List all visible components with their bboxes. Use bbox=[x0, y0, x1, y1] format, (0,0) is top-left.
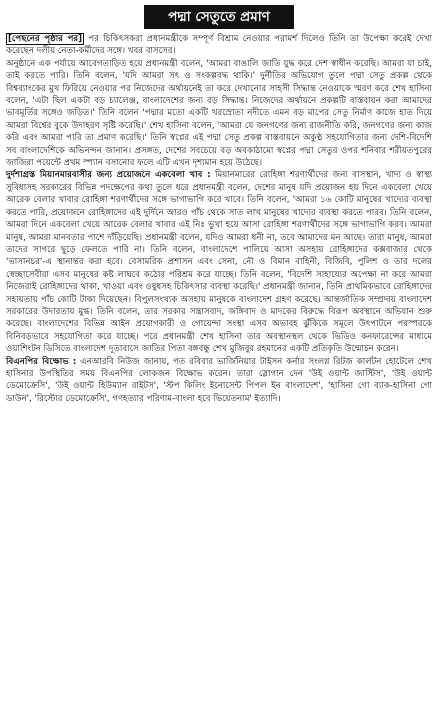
article-body bbox=[6, 33, 432, 405]
subheading: বিএনপির বিক্ষোভ : bbox=[6, 356, 77, 367]
subheading: দুর্দশাগ্রস্ত মিয়ানমারবাসীর জন্য প্রয়োজনে একবেলা খাব : bbox=[6, 170, 211, 181]
article-paragraph bbox=[6, 33, 432, 58]
headline: পদ্মা সেতুতে প্রমাণ bbox=[144, 5, 294, 29]
paragraph-text: এনআরবি নিউজ জানায়, গত রবিবার ভার্জিনিয়ার টাইসন কর্নার সংলগ্ন রিটজ কার্লটন হোটেলে শেখ হাসিনার উপস্থিতির সময় বিএনপির লোকজন বিক্ষোভ করেন। তারা স্লোগান দেন 'উই ওয়ান্ট জাস্টিস', 'উই ওয়ান্ট ডেমোক্রেসি', 'উই ওয়ান্ট হিউম্যান রাইটস', 'স্টপ কিলিং ইনোসেন্ট পিপল ইন বাংলাদেশ', 'হাসিনা গো ব্যাক-হাসিনা গো ডাউন', 'রিস্টোর ডেমোক্রেসি', গণহত্যার পরিণাম-বাংলা হবে ভিয়েতনাম' ইত্যাদি। bbox=[6, 356, 432, 404]
paragraph-text: পর চিকিৎসকরা প্রধানমন্ত্রীকে সম্পূর্ণ বিশ্রাম নেওয়ার পরামর্শ দিলেও তিনি তা উপেক্ষা করেই দেখা করেছেন দলীয় নেতা-কর্মীদের সঙ্গে। খবর বাসসের। bbox=[6, 34, 432, 57]
article-paragraph bbox=[6, 169, 432, 355]
paragraph-text: মিয়ানমারের রোহিঙ্গা শরণার্থীদের জন্য বাসস্থান, খাদ্য ও স্বাস্থ্য সুবিধাসহ সরকারের বিভিন্ন পদক্ষেপের কথা তুলে ধরে প্রধানমন্ত্রী বলেন, দেশের মানুষ যদি প্রয়োজন হয় দিনে একবেলা খেয়ে আরেক বেলার খাবার রোহিঙ্গা শরণার্থীদের সঙ্গে ভাগাভাগি করে খাবে। তিনি বলেন, 'আমরা ১৬ কোটি মানুষের খাদ্যের ব্যবস্থা করতে পারি, প্রয়োজনে রোহিঙ্গাদের এই দুর্দিনে আরও পাঁচ থেকে সাত লাখ মানুষের খাদ্যের ব্যবস্থা করতে পারব। তিনি বলেন, আমরা দিনে একবেলা খেয়ে আরেক বেলার খাবার এই নিঃ ভুখা হয়ে আসা রোহিঙ্গা শরণার্থীদের সঙ্গে ভাগাভাগি করব। আমরা মানুষ, আমরা মানবতার পাশে দাঁড়িয়েছি। প্রধানমন্ত্রী বলেন, যদিও আমরা ধনী না, তবে আমাদের মন আছে। তারা মানুষ, আমরা তাদের সাগরে ছুড়ে ফেলতে পারি না। তিনি বলেন, বাংলাদেশে পালিয়ে আসা অসহায় রোহিঙ্গাদের কক্সবাজার থেকে 'ভাসানচর'-এ স্থানান্তর করা হবে। বেসামরিক প্রশাসন এবং সেনা, নৌ ও বিমান বাহিনী, বিজিবি, পুলিশ ও তার দলের স্বেচ্ছাসেবীরা এসব মানুষের কষ্ট লাঘবে কঠোর পরিশ্রম করে যাচ্ছে। তিনি বলেন, 'বিদেশি সাহায্যের অপেক্ষা না করে আমরা নিজেরাই রোহিঙ্গাদের থাকা, খাওয়া এবং ওষুধসহ চিকিৎসার ব্যবস্থা করেছি।' প্রধানমন্ত্রী জানান, তিনি প্রাথমিকভাবে রোহিঙ্গাদের সহায়তায় পাঁচ কোটি টাকা দিয়েছেন। বিপুলসংখ্যক অসহায় মানুষকে বাংলাদেশ গ্রহণ করেছে। আন্তর্জাতিক সম্প্রদায় বাংলাদেশ সরকারের উদারতায় মুগ্ধ। তিনি বলেন, তার সরকার সন্ত্রাসবাদ, জঙ্গিবাদ ও মাদকের বিরুদ্ধে বিরূপ অবস্থানে অভিযান শুরু করেছে। বাংলাদেশের বিভিন্ন আইন প্রয়োগকারী ও গোয়েন্দা সংস্থা এসব অভাবহ ঝুঁকিকে সমূলে উৎপাটনে পরস্পরকে বিনিবড়ভাবে সহযোগিতা করে যাচ্ছে। পরে প্রধানমন্ত্রী শেখ হাসিনা তার অবস্থানস্থল থেকে ভিডিও কনফারেন্সের মাধ্যমে ওয়াশিংটন ডিসিতে বাংলাদেশ দূতাবাসে জাতির পিতা বঙ্গবন্ধু শেখ মুজিবুর রহমানের একটি প্রতিকৃতি উন্মোচন করেন। bbox=[6, 170, 432, 355]
article-paragraph bbox=[6, 356, 432, 406]
paragraph-text: অনুষ্ঠানে এক পর্যায়ে আবেগতাড়িত হয়ে প্রধানমন্ত্রী বলেন, 'আমরা বাঙালি জাতি যুদ্ধ করে দেশ স্বাধীন করেছি। আমরা যা চাই, তাই করতে পারি। তিনি বলেন, 'যদি আমরা সৎ ও সংকল্পবদ্ধ থাকি।' দুর্নীতির অভিযোগ তুলে পদ্মা সেতু প্রকল্প থেকে বিশ্বব্যাংকের মুখ ফিরিয়ে নেওয়ার পর নিজেদের অর্থায়নেই তা করে দেখানোর সাহসী সিদ্ধান্ত নেওয়াকে স্মরণ করে শেখ হাসিনা বলেন, 'এটা ছিল একটা বড় চ্যালেঞ্জ, বাংলাদেশের জন্য বড় সিদ্ধান্ত। নিজেদের অর্থায়নে প্রকল্পটি বাস্তবায়ন করা আমাদের ভাবমূর্তির সঙ্গেও জড়িত।' তিনি বলেন 'পদ্মার মতো একটি খরস্রোতা নদীতে এমন বড় মাপের সেতু নির্মাণ কাজে হাত দিয়ে আমরা বিশ্বের বুকে উদাহরণ সৃষ্টি করেছি।' শেখ হাসিনা বলেন, 'আমরা যে জনগণের জন্য রাজনীতি করি, জনগণের জন্য কাজ করি এবং আমরা পারি তা প্রমাণ করেছি।' তিনি স্বপ্নের এই পদ্মা সেতু প্রকল্প বাস্তবায়নে অকুণ্ঠ সহযোগিতার জন্য দেশি-বিদেশি সব বাংলাদেশিকে অভিনন্দন জানান। প্রসঙ্গত, দেশের সবচেয়ে বড় অবকাঠামো স্বপ্নের পদ্মা সেতুর ওপর শনিবার শরীয়তপুরের জাজিরা পয়েন্টে প্রথম স্প্যান বসানোর ফলে এটি এখন দৃশ্যমান হয়ে উঠেছে। bbox=[6, 58, 432, 169]
continuation-marker: [পেছনের পৃষ্ঠার পর] bbox=[8, 34, 83, 44]
article-paragraph bbox=[6, 58, 432, 170]
